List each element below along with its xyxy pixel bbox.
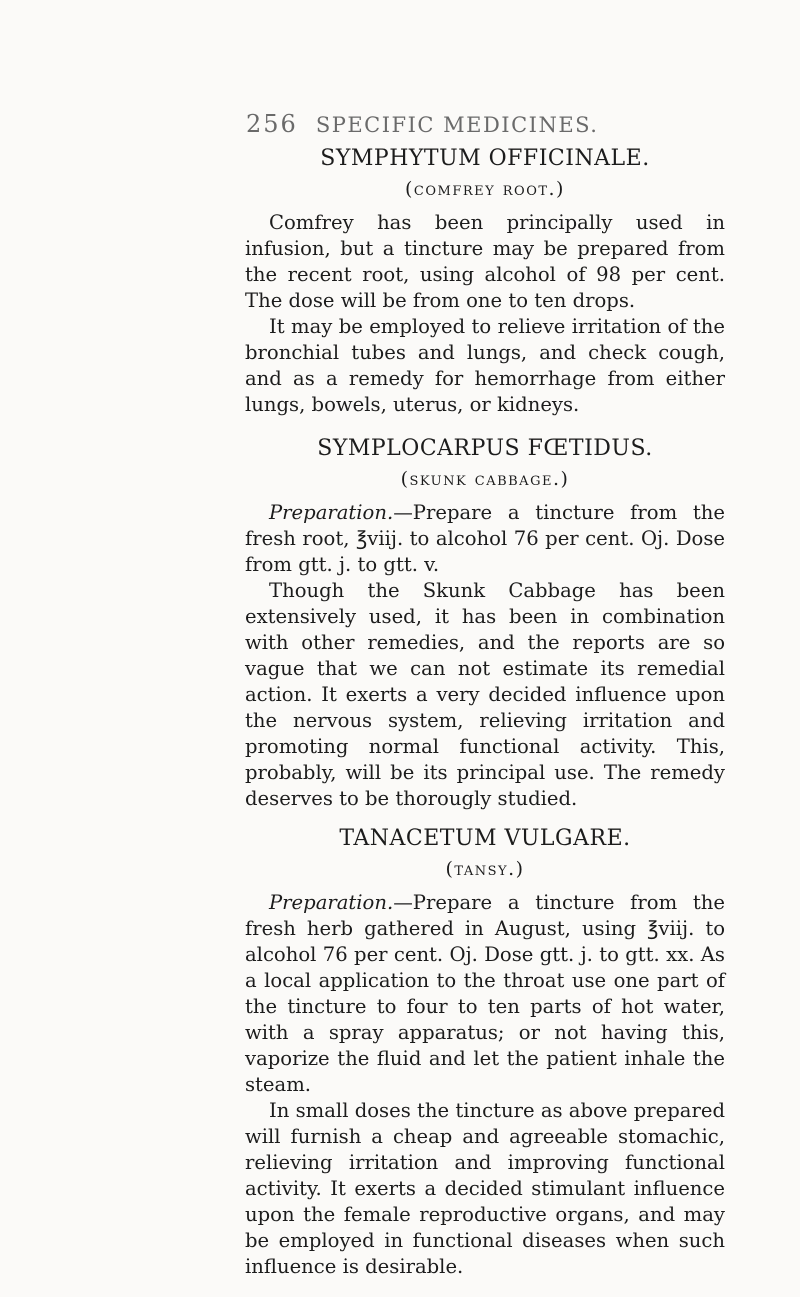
paragraph: Preparation.—Prepare a tincture from the fresh root, ℥viij. to alcohol 76 per cent. Oj. Dose from gtt. j. to gtt. v. [245,501,725,576]
paragraph: Comfrey has been principally used in infusion, but a tincture may be prepared from the recent root, using alcohol of 98 per cent. The dose will be from one to ten drops. [245,211,725,312]
running-head [246,110,598,138]
paragraph: In small doses the tincture as above prepared will furnish a cheap and agreeable stomachic, relieving irritation and improving functional activity. It exerts a decided stimulant influence upon the female reproductive organs, and may be employed in functional diseases when such influence is desirable. [245,1099,725,1278]
paragraph: Though the Skunk Cabbage has been extensively used, it has been in combination with other remedies, and the reports are so vague that we can not estimate its remedial action. It exerts a very decided influence upon the nervous system, relieving irritation and promoting normal functional activity. This, probably, will be its principal use. The remedy deserves to be thorougly studied. [245,579,725,810]
running-head-title: SPECIFIC MEDICINES. [315,113,599,137]
page-number: 256 [246,110,298,138]
preparation-lead: Preparation. [269,501,394,524]
paragraph: It may be employed to relieve irritation of the bronchial tubes and lungs, and check cough, and as a remedy for hemorrhage from either lungs, bowels, uterus, or kidneys. [245,315,725,416]
paragraph: Preparation.—Prepare a tincture from the fresh herb gathered in August, using ℥viij. to alcohol 76 per cent. Oj. Dose gtt. j. to gtt. xx. As a local application to the throat use one part of the tincture to four to ten parts of hot water, with a spray apparatus; or not having this, vaporize the fluid and let the patient inhale the steam. [245,891,725,1096]
section-symplocarpus [245,436,725,812]
section-subtitle: (tansy.) [445,858,525,880]
section-title: TANACETUM VULGARE. [339,826,631,851]
preparation-lead: Preparation. [269,891,394,914]
section-subtitle: (skunk cabbage.) [400,468,570,490]
section-symphytum [245,146,725,418]
section-title: SYMPLOCARPUS FŒTIDUS. [317,436,653,461]
section-title: SYMPHYTUM OFFICINALE. [320,146,650,171]
section-tanacetum [245,826,725,1280]
section-subtitle: (comfrey root.) [405,178,565,200]
